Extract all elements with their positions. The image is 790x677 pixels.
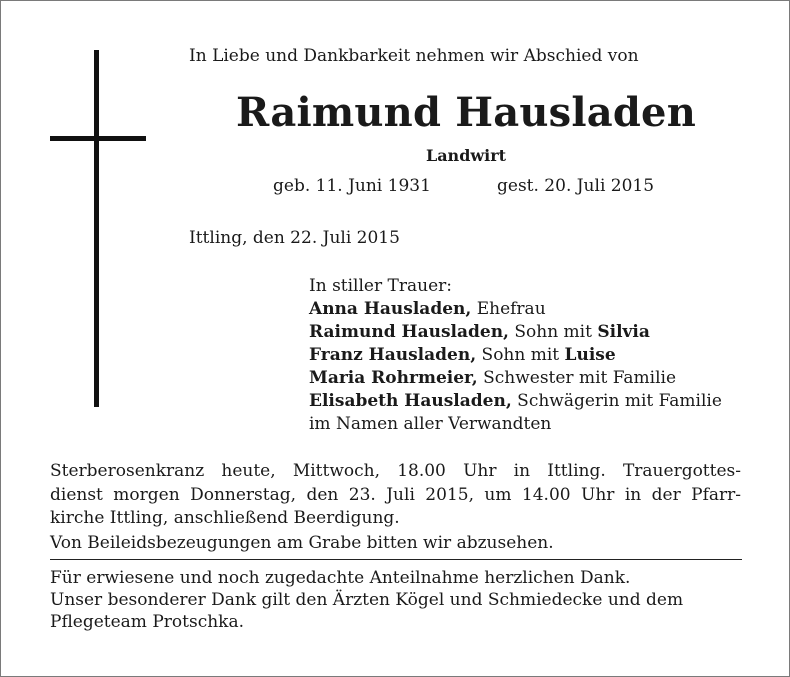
mourner-relation: Sohn mit — [476, 345, 565, 365]
divider-line — [50, 559, 742, 560]
mourners-block — [309, 275, 722, 436]
cross-icon-vertical-bar — [94, 50, 99, 407]
relatives-line: im Namen aller Verwandten — [309, 414, 552, 434]
mourner-name: Anna Hausladen, — [309, 299, 472, 319]
mourner-entry — [309, 390, 722, 413]
funeral-info-line: Sterberosenkranz heute, Mittwoch, 18.00 Uhr in Ittling. Trauergottes- — [50, 461, 741, 481]
mourner-relation: Ehefrau — [471, 299, 546, 319]
intro-line: In Liebe und Dankbarkeit nehmen wir Abschied von — [189, 46, 639, 66]
condolence-request: Von Beileidsbezeugungen am Grabe bitten wir abzusehen. — [50, 533, 554, 553]
deceased-name: Raimund Hausladen — [236, 89, 696, 136]
thanks-block — [50, 567, 741, 633]
thanks-line: Pflegeteam Protschka. — [50, 612, 244, 632]
mourner-relation: Schwester mit Familie — [477, 368, 677, 388]
mourner-name: Elisabeth Hausladen, — [309, 391, 512, 411]
mourner-entry — [309, 321, 722, 344]
death-date: gest. 20. Juli 2015 — [497, 176, 655, 196]
mourner-relation: Sohn mit — [508, 322, 598, 342]
funeral-info-line: kirche Ittling, anschließend Beerdigung. — [50, 508, 400, 528]
mourner-name: Raimund Hausladen, — [309, 322, 509, 342]
funeral-info-line: dienst morgen Donnerstag, den 23. Juli 2015, um 14.00 Uhr in der Pfarr- — [50, 484, 741, 505]
mourner-entry — [309, 344, 722, 367]
place-and-date: Ittling, den 22. Juli 2015 — [189, 228, 400, 248]
mourner-name: Franz Hausladen, — [309, 345, 477, 365]
funeral-info — [50, 460, 741, 531]
mourner-name: Maria Rohrmeier, — [309, 368, 478, 388]
mourner-partner: Luise — [564, 345, 616, 365]
occupation: Landwirt — [425, 146, 507, 165]
mourner-entry — [309, 298, 722, 321]
birth-date: geb. 11. Juni 1931 — [273, 176, 431, 196]
mourner-partner: Silvia — [597, 322, 650, 342]
mourner-entry — [309, 367, 722, 390]
mourner-relation: Schwägerin mit Familie — [511, 391, 722, 411]
thanks-line: Unser besonderer Dank gilt den Ärzten Kögel und Schmiedecke und dem — [50, 590, 684, 610]
mourning-heading: In stiller Trauer: — [309, 276, 452, 296]
thanks-line: Für erwiesene und noch zugedachte Anteilnahme herzlichen Dank. — [50, 568, 631, 588]
cross-icon-horizontal-bar — [50, 136, 146, 141]
